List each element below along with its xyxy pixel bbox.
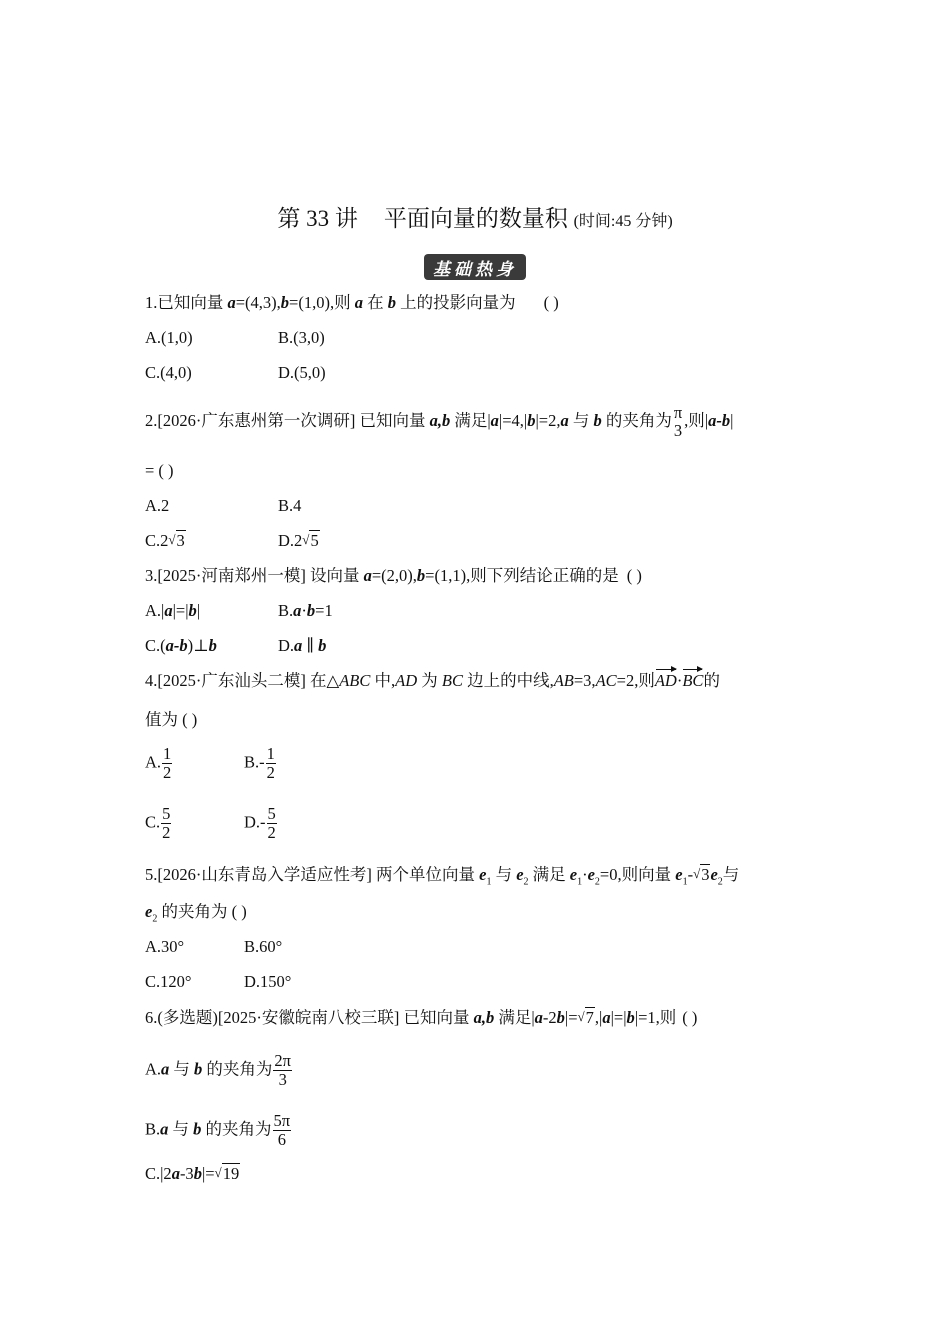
question-2-line2: = ( ) — [145, 461, 174, 480]
question-1-stem: 1.已知向量 a=(4,3),b=(1,0),则 a 在 b 上的投影向量为 ( ) — [145, 293, 559, 312]
question-3-stem: 3.[2025·河南郑州一模] 设向量 a=(2,0),b=(1,1),则下列结论正确的是 ( ) — [145, 566, 642, 585]
q3-option-a: A.|a|=|b| — [145, 601, 201, 620]
q5-option-d: D.150° — [244, 972, 292, 991]
q5-option-b: B.60° — [244, 937, 283, 956]
section-badge: 基础热身 — [424, 254, 526, 280]
q1-option-a: A.(1,0) — [145, 328, 193, 347]
q2-option-c: C.2√3 — [145, 531, 185, 550]
lecture-number: 第 33 讲 — [277, 206, 358, 231]
answer-blank: ( ) — [626, 566, 642, 585]
answer-blank: ( ) — [682, 1008, 698, 1027]
q4-option-b: B.- $\frac{1}{2}$ — [244, 744, 275, 782]
q6-option-a: A.a 与 b 的夹角为 $\frac{2\pi}{3}$ — [145, 1051, 292, 1089]
q1-option-b: B.(3,0) — [278, 328, 325, 347]
q6-option-c: C.|2a-3b|=√19 — [145, 1164, 240, 1183]
question-5-stem: 5.[2026·山东青岛入学适应性考] 两个单位向量 $e_1$ 与 $e_2$ 满足 $e_1\cdot e_2=0$,则向量 $e_1-^√3e_2$与 — [145, 865, 740, 888]
answer-blank: ( ) — [543, 293, 559, 312]
q5-option-c: C.120° — [145, 972, 192, 991]
q2-option-d: D.2√5 — [278, 531, 319, 550]
fraction-pi-over-3: π 3 — [673, 403, 683, 441]
vector-ad: AD — [654, 671, 677, 690]
q2-option-b: B.4 — [278, 496, 302, 515]
q3-option-b: B.a·b=1 — [278, 601, 333, 620]
page-title — [0, 200, 950, 233]
question-4-line2: 值为 ( ) — [145, 710, 198, 729]
q2-option-a: A.2 — [145, 496, 170, 515]
question-6-stem: 6.(多选题)[2025·安徽皖南八校三联] 已知向量 a,b 满足|a-2b|=√7,|a|=|b|=1,则 ( ) — [145, 1008, 698, 1027]
question-5-line2: $e_2$ 的夹角为 ( ) — [145, 902, 247, 925]
q5-option-a: A.30° — [145, 937, 185, 956]
time-limit: (时间:45 分钟) — [573, 213, 673, 230]
q4-option-a: A. $\frac{1}{2}$ — [145, 744, 172, 782]
q6-option-b: B.a 与 b 的夹角为 $\frac{5\pi}{6}$ — [145, 1111, 291, 1149]
q1-option-d: D.(5,0) — [278, 363, 326, 382]
question-2-stem: 2.[2026·广东惠州第一次调研] 已知向量 a,b 满足|a|=4,|b|=2,a 与 b 的夹角为 π 3 ,则|a-b| — [145, 403, 734, 441]
q4-option-d: D.- $\frac{5}{2}$ — [244, 804, 276, 842]
q1-option-c: C.(4,0) — [145, 363, 192, 382]
q4-option-c: C. $\frac{5}{2}$ — [145, 804, 171, 842]
vector-bc: BC — [682, 671, 704, 690]
lecture-topic: 平面向量的数量积 — [383, 206, 568, 231]
q3-option-d: D.a ∥ b — [278, 636, 327, 655]
q3-option-c: C.(a-b)⊥b — [145, 636, 217, 655]
question-4-stem: 4.[2025·广东汕头二模] 在△ABC 中,AD 为 BC 边上的中线,AB=3,AC=2,则AD·BC的 — [145, 671, 720, 690]
